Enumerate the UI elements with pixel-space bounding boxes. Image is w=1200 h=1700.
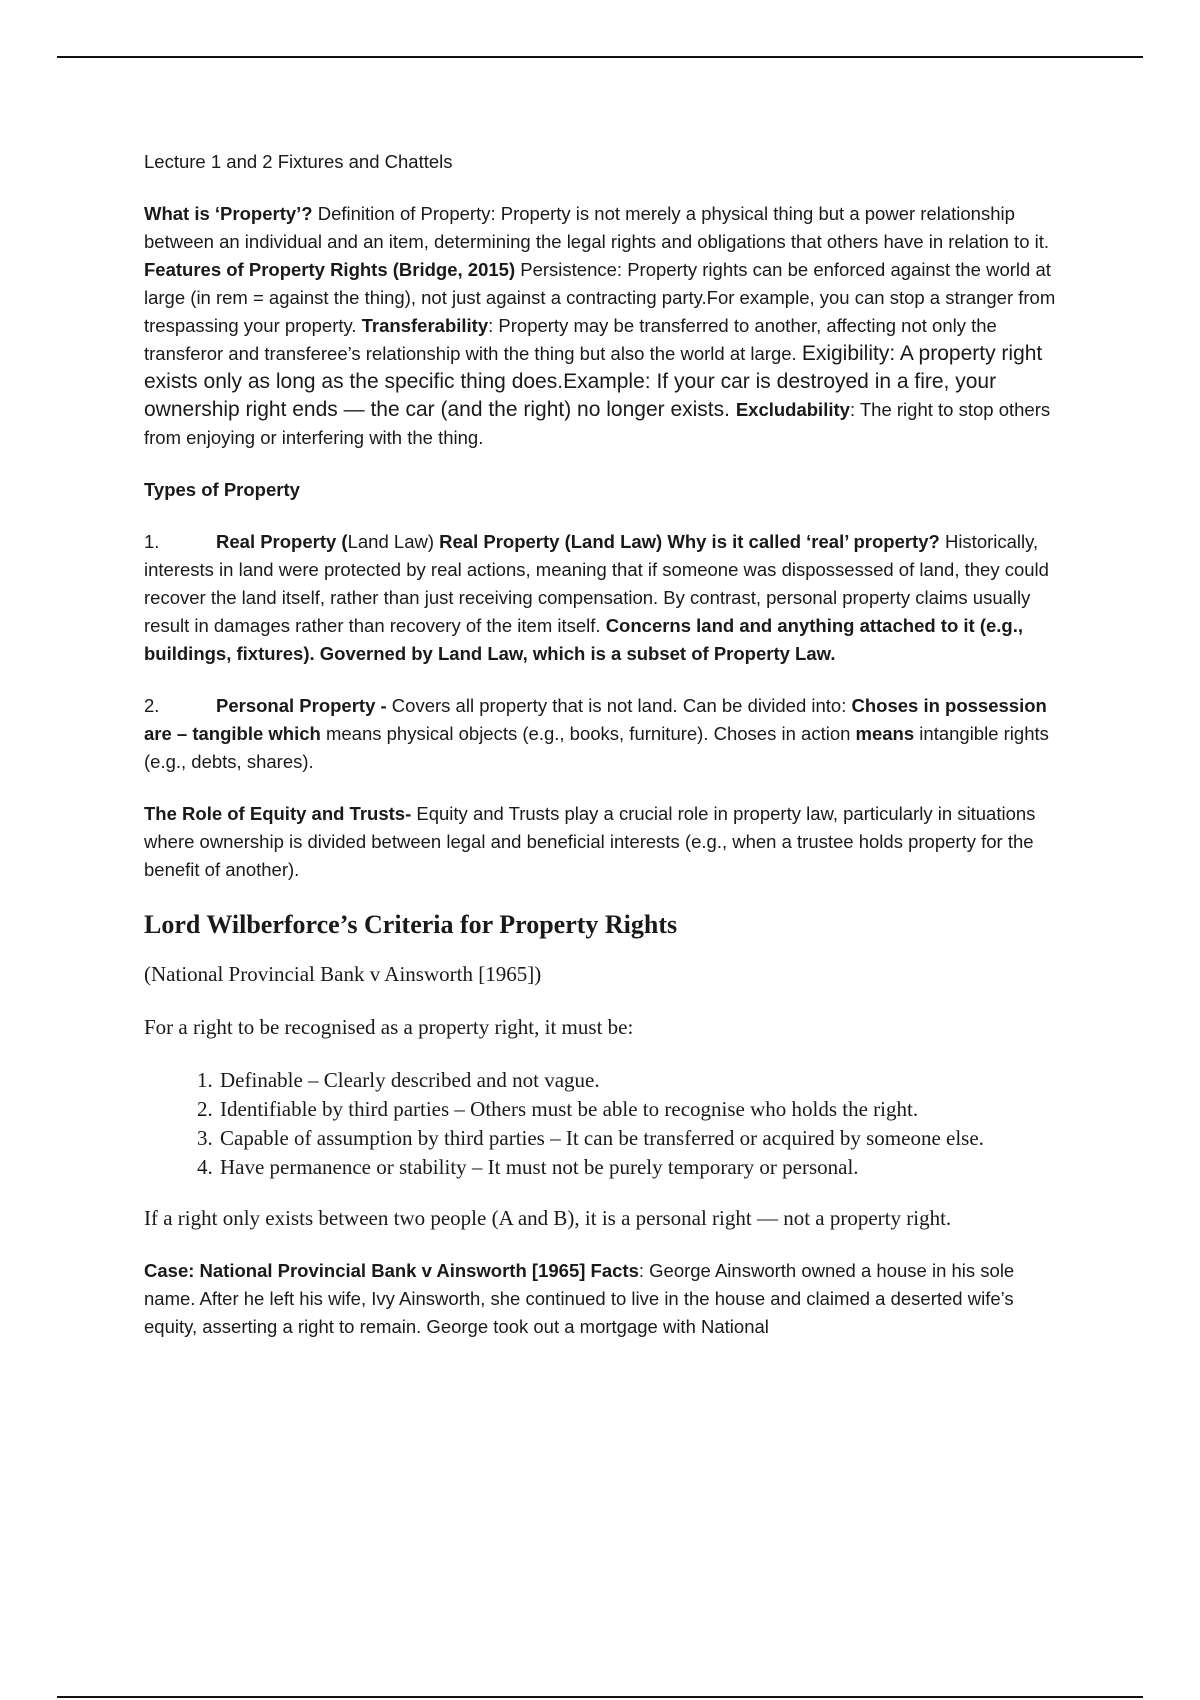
criteria-item: 3. Capable of assumption by third parties – It can be transferred or acquired by someone else. xyxy=(218,1124,1059,1153)
equity-text: Equity and Trusts play a crucial role in property law, particularly in situations where ownership is divided between legal and beneficial interests (e.g., when a trustee holds property for the benefit of another). xyxy=(144,803,1036,880)
personal-property-heading: Personal Property - xyxy=(216,695,387,716)
criteria-item: 1. Definable – Clearly described and not vague. xyxy=(218,1066,1059,1095)
personal-property-text-3: intangible rights (e.g., debts, shares). xyxy=(144,723,1049,772)
real-property-land-law: Land Law) xyxy=(347,531,435,552)
wilberforce-lead: For a right to be recognised as a property right, it must be: xyxy=(144,1015,634,1039)
criteria-list xyxy=(144,1066,1059,1182)
choses-in-possession: Choses in possession are – tangible which xyxy=(144,695,1047,744)
excludability-text: : The right to stop others from enjoying or interfering with the thing. xyxy=(144,399,1051,448)
transferability-text: : Property may be transferred to another, affecting not only the transferor and transferee’s relationship with the thing but also the world at large. xyxy=(144,315,997,364)
choses-means: means xyxy=(855,723,915,744)
persistence-text: Persistence: Property rights can be enforced against the world at large (in rem = against the thing), not just against a contracting party.For example, you can stop a stranger from trespassing your property. xyxy=(144,259,1056,336)
features-heading: Features of Property Rights (Bridge, 2015) xyxy=(144,259,516,280)
equity-heading: The Role of Equity and Trusts- xyxy=(144,803,412,824)
equity-paragraph xyxy=(144,800,1059,884)
personal-property-paragraph xyxy=(144,692,1059,776)
top-rule xyxy=(57,56,1143,58)
intro-paragraph xyxy=(144,200,1059,452)
lecture-title: Lecture 1 and 2 Fixtures and Chattels xyxy=(144,151,453,172)
transferability-heading: Transferability xyxy=(361,315,489,336)
types-heading: Types of Property xyxy=(144,479,300,500)
document-page xyxy=(144,148,1059,1365)
bottom-rule xyxy=(57,1696,1143,1698)
personal-property-text-1: Covers all property that is not land. Can be divided into: xyxy=(386,695,852,716)
excludability-heading: Excludability xyxy=(735,399,850,420)
intro-question: What is ‘Property’? xyxy=(144,203,313,224)
real-property-paragraph xyxy=(144,528,1059,668)
wilberforce-case-ref: (National Provincial Bank v Ainsworth [1965]) xyxy=(144,962,542,986)
case-text: : George Ainsworth owned a house in his sole name. After he left his wife, Ivy Ainsworth, she continued to live in the house and claimed a deserted wife’s equity, asserting a right to remain. George took out a mortgage with National xyxy=(144,1260,1015,1337)
case-heading: Case: National Provincial Bank v Ainsworth [1965] Facts xyxy=(144,1260,639,1281)
real-property-bold-tail: Concerns land and anything attached to it (e.g., buildings, fixtures). Governed by Land Law, which is a subset of Property Law. xyxy=(144,615,1024,664)
personal-property-text-2: means physical objects (e.g., books, furniture). Choses in action xyxy=(320,723,856,744)
criteria-item: 4. Have permanence or stability – It must not be purely temporary or personal. xyxy=(218,1153,1059,1182)
personal-property-number: 2. xyxy=(144,695,160,716)
case-paragraph xyxy=(144,1257,1059,1341)
real-property-question: Real Property (Land Law) Why is it called ‘real’ property? xyxy=(434,531,940,552)
real-property-heading: Real Property ( xyxy=(216,531,348,552)
real-property-number: 1. xyxy=(144,531,160,552)
personal-right-note: If a right only exists between two people (A and B), it is a personal right — not a property right. xyxy=(144,1206,952,1230)
intro-definition: Definition of Property: Property is not merely a physical thing but a power relationship between an individual and an item, determining the legal rights and obligations that others have in relation to it. xyxy=(144,203,1050,252)
exigibility-text: Exigibility: A property right exists only as long as the specific thing does.Example: If your car is destroyed in a fire, your ownership right ends — the car (and the right) no longer exists. xyxy=(144,342,1043,421)
wilberforce-heading: Lord Wilberforce’s Criteria for Property Rights xyxy=(144,910,678,939)
criteria-item: 2. Identifiable by third parties – Others must be able to recognise who holds the right. xyxy=(218,1095,1059,1124)
real-property-text: Historically, interests in land were protected by real actions, meaning that if someone was dispossessed of land, they could recover the land itself, rather than just receiving compensation. By contrast, personal property claims usually result in damages rather than recovery of the item itself. xyxy=(144,531,1049,636)
